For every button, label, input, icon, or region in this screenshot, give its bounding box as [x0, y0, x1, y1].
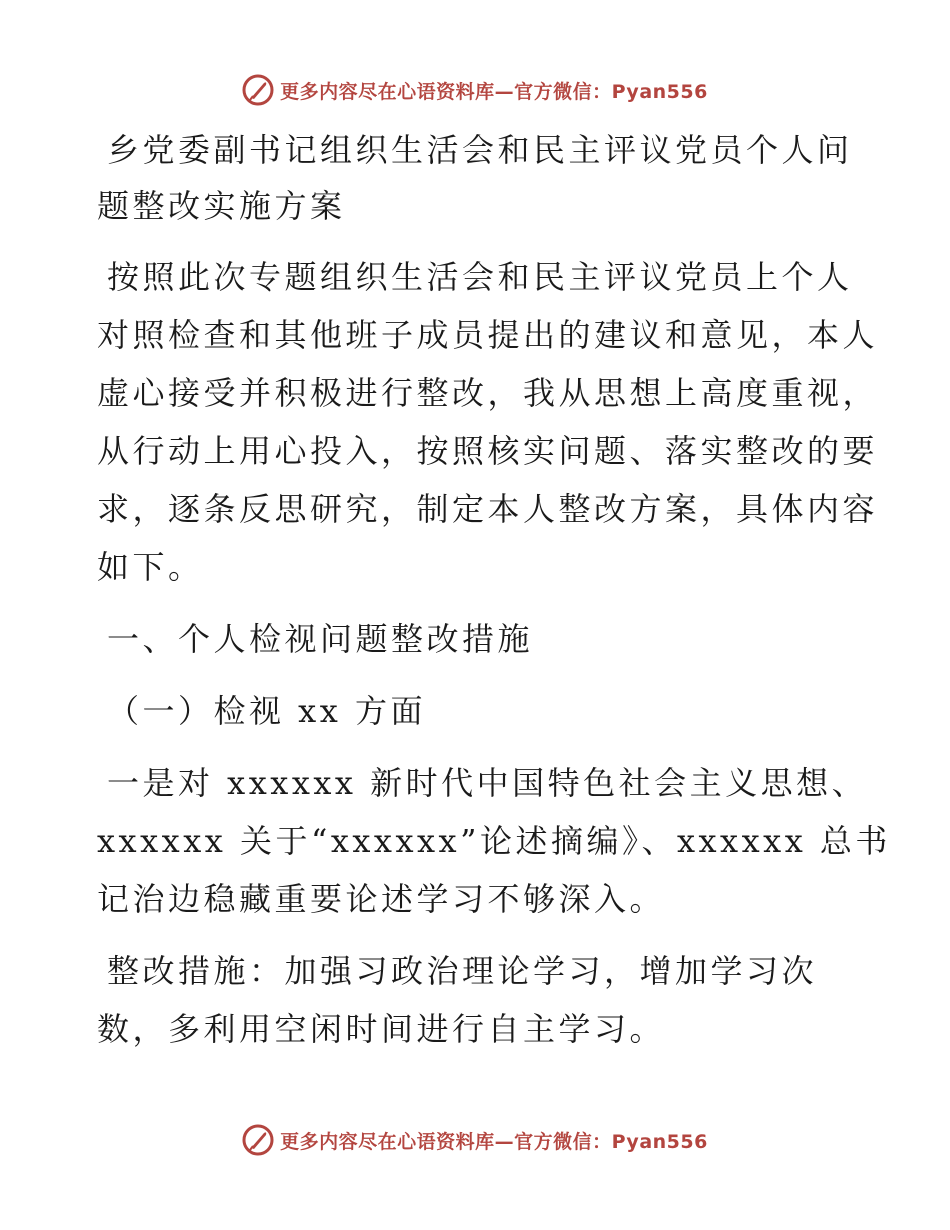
paragraph-line: 如下。 [97, 548, 204, 586]
problem-paragraph [97, 754, 891, 928]
paragraph-line: 记治边稳藏重要论述学习不够深入。 [97, 880, 666, 918]
subsection-heading [97, 682, 857, 740]
document-title [97, 122, 857, 234]
heading-line: 一、个人检视问题整改措施 [107, 620, 534, 658]
measure-paragraph [97, 942, 857, 1058]
paragraph-line: xxxxxx 关于“xxxxxx”论述摘编》、xxxxxx 总书 [97, 822, 891, 860]
paragraph-line: 一是对 xxxxxx 新时代中国特色社会主义思想、 [107, 764, 868, 802]
paragraph-line: 整改措施：加强习政治理论学习，增加学习次 [107, 952, 818, 990]
paragraph-line: 虚心接受并积极进行整改，我从思想上高度重视， [97, 374, 879, 412]
subheading-line: （一）检视 xx 方面 [107, 692, 426, 730]
quill-logo-icon [242, 74, 274, 106]
title-line: 乡党委副书记组织生活会和民主评议党员个人问 [107, 131, 853, 169]
watermark-text: 更多内容尽在心语资料库—官方微信：Pyan556 [280, 80, 708, 103]
watermark-footer [0, 1120, 950, 1160]
quill-logo-icon [242, 1124, 274, 1156]
section-heading [97, 610, 857, 668]
paragraph-line: 对照检查和其他班子成员提出的建议和意见，本人 [97, 316, 879, 354]
paragraph-line: 从行动上用心投入，按照核实问题、落实整改的要 [97, 432, 879, 470]
paragraph-line: 按照此次专题组织生活会和民主评议党员上个人 [107, 258, 853, 296]
paragraph-line: 数，多利用空闲时间进行自主学习。 [97, 1010, 666, 1048]
document-body [97, 122, 891, 1072]
watermark-header [0, 70, 950, 110]
watermark-text: 更多内容尽在心语资料库—官方微信：Pyan556 [280, 1130, 708, 1153]
paragraph-line: 求，逐条反思研究，制定本人整改方案，具体内容 [97, 490, 879, 528]
intro-paragraph [97, 248, 879, 596]
title-line: 题整改实施方案 [97, 187, 346, 225]
